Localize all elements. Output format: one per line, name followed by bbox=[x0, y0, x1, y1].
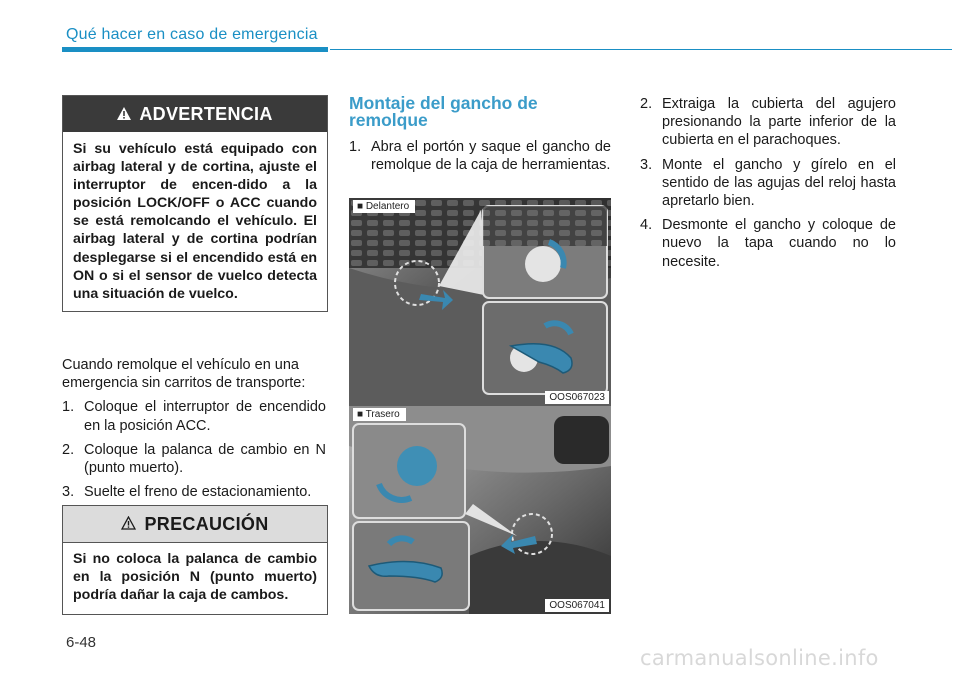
caution-text: Si no coloca la palanca de cambio en la posición N (punto muerto) podría dañar la caja de cambos. bbox=[73, 551, 317, 604]
list-item: 3. Suelte el freno de estacionamiento. bbox=[62, 484, 312, 501]
left-column bbox=[62, 356, 326, 507]
caution-title: PRECAUCIÓN bbox=[144, 513, 269, 534]
list-item: 1. Coloque el interruptor de encendido en la posición ACC. bbox=[62, 399, 326, 434]
list-item: 2. Extraiga la cubierta del agujero presionando la parte inferior de la cubierta en el parachoques. bbox=[640, 96, 896, 149]
watermark: carmanualsonline.info bbox=[640, 646, 879, 670]
header-rule bbox=[330, 49, 952, 50]
list-item: 4. Desmonte el gancho y coloque de nuevo la tapa cuando no lo necesite. bbox=[640, 217, 896, 270]
intro-text: Cuando remolque el vehículo en una emergencia sin carritos de transporte: bbox=[62, 357, 306, 392]
left-steps bbox=[62, 398, 326, 501]
mount-title: Montaje del gancho de remolque bbox=[349, 93, 538, 130]
warning-header bbox=[63, 96, 327, 132]
caution-icon bbox=[121, 514, 136, 535]
rear-figure-label: ■ Trasero bbox=[353, 408, 406, 421]
warning-box bbox=[62, 95, 328, 312]
rear-figure-code: OOS067041 bbox=[545, 599, 609, 612]
front-figure bbox=[349, 198, 611, 406]
mount-step-1 bbox=[349, 138, 611, 180]
front-figure-label: ■ Delantero bbox=[353, 200, 415, 213]
header-bar bbox=[62, 47, 328, 52]
warning-text: Si su vehículo está equipado con airbag lateral y de cortina, ajuste el interruptor de encen-dido a la posición LOCK/OFF o ACC cuando se está remolcando el vehículo. El airbag lateral y de cortina podrían desplegarse si el encendido está en ON o si el sensor de vuelco detecta una situación de vuelco. bbox=[73, 141, 317, 302]
rear-illustration bbox=[349, 406, 611, 614]
front-illustration bbox=[349, 198, 611, 406]
warning-title: ADVERTENCIA bbox=[139, 103, 273, 124]
front-figure-code: OOS067023 bbox=[545, 391, 609, 404]
section-title: Qué hacer en caso de emergencia bbox=[66, 26, 318, 43]
page-number: 6-48 bbox=[66, 634, 97, 651]
list-item: 2. Coloque la palanca de cambio en N (punto muerto). bbox=[62, 441, 326, 477]
warning-icon bbox=[117, 104, 131, 125]
right-column bbox=[640, 95, 896, 277]
list-item: 3. Monte el gancho y gírelo en el sentido de las agujas del reloj hasta apretarlo bien. bbox=[640, 156, 896, 210]
caution-box bbox=[62, 505, 328, 615]
list-item: 1. Abra el portón y saque el gancho de remolque de la caja de herramientas. bbox=[349, 139, 611, 174]
rear-figure bbox=[349, 406, 611, 614]
caution-header bbox=[63, 506, 327, 543]
